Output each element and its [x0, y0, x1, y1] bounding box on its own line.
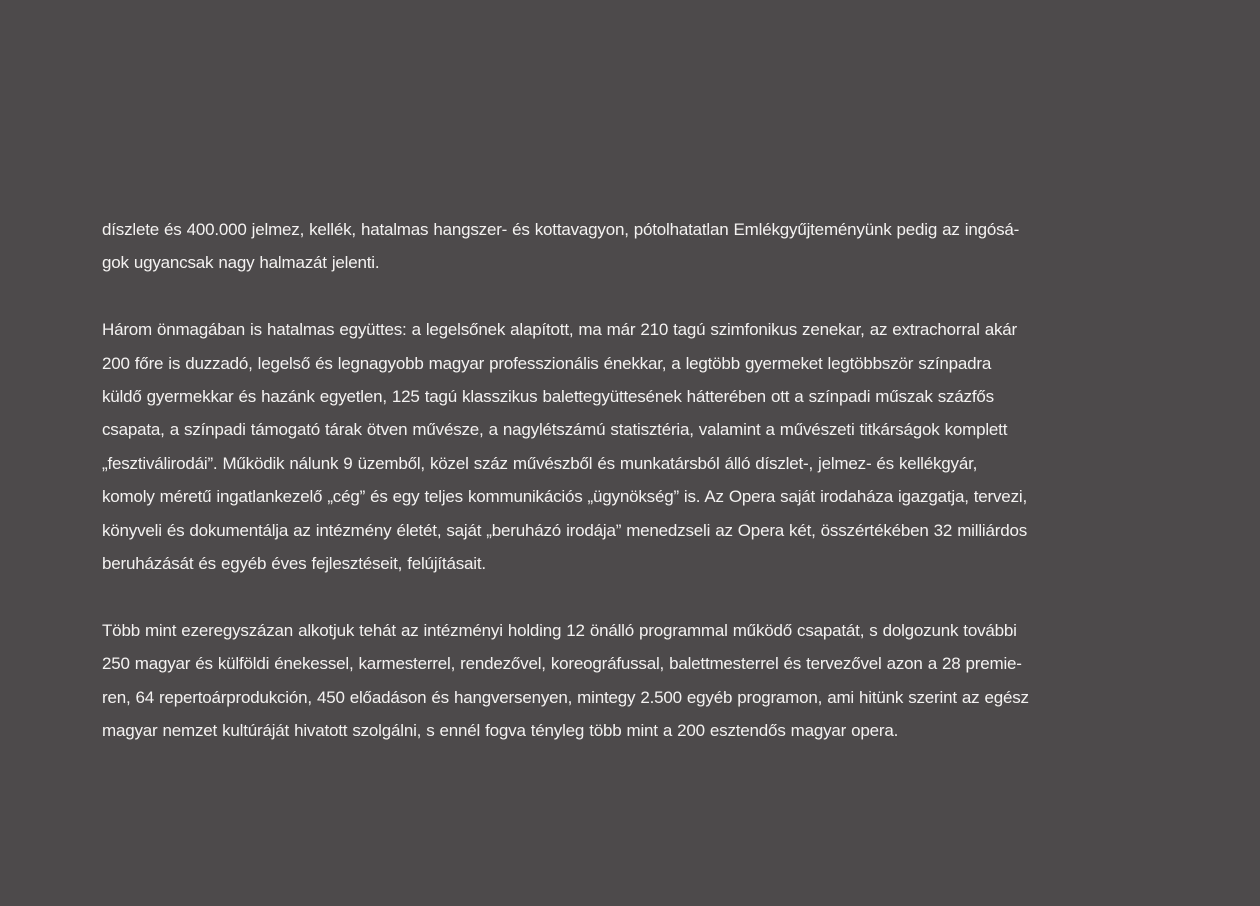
text-line: „fesztiválirodái”. Működik nálunk 9 üzemből, közel száz művészből és munkatársból álló díszlet-, jelmez- és kellékgyár, [102, 453, 978, 473]
paragraph-programs [102, 614, 1170, 748]
text-line: 250 magyar és külföldi énekessel, karmesterrel, rendezővel, koreográfussal, balettmesterrel és tervezővel azon a 28 premie- [102, 654, 1022, 674]
paragraph-spacer [102, 580, 1170, 613]
text-line: beruházását és egyéb éves fejlesztéseit, felújításait. [102, 554, 486, 574]
text-line: könyveli és dokumentálja az intézmény életét, saját „beruházó irodája” menedzseli az Opera két, összértékében 32 milliárdos [102, 520, 1027, 540]
paragraph-spacer [102, 280, 1170, 313]
document-body [102, 213, 1170, 747]
text-line: Több mint ezeregyszázan alkotjuk tehát az intézményi holding 12 önálló programmal működő csapatát, s dolgozunk további [102, 620, 1017, 640]
text-line: csapata, a színpadi támogató tárak ötven művésze, a nagylétszámú statisztéria, valamint a művészeti titkárságok komplett [102, 420, 1008, 440]
text-line: gok ugyancsak nagy halmazát jelenti. [102, 253, 380, 273]
text-line: ren, 64 repertoárprodukción, 450 előadáson és hangversenyen, mintegy 2.500 egyéb programon, ami hitünk szerint az egész [102, 687, 1029, 707]
paragraph-ensembles [102, 313, 1170, 580]
text-line: Három önmagában is hatalmas együttes: a legelsőnek alapított, ma már 210 tagú szimfonikus zenekar, az extrachorral akár [102, 320, 1017, 340]
text-line: komoly méretű ingatlankezelő „cég” és egy teljes kommunikációs „ügynökség” is. Az Opera saját irodaháza igazgatja, tervezi, [102, 487, 1027, 507]
text-line: 200 főre is duzzadó, legelső és legnagyobb magyar professzionális énekkar, a legtöbb gyermeket legtöbbször színpadra [102, 353, 992, 373]
text-line: küldő gyermekkar és hazánk egyetlen, 125 tagú klasszikus balettegyüttesének hátterében ott a színpadi műszak százfős [102, 387, 994, 407]
text-line: magyar nemzet kultúráját hivatott szolgálni, s ennél fogva tényleg több mint a 200 esztendős magyar opera. [102, 721, 899, 741]
text-line: díszlete és 400.000 jelmez, kellék, hatalmas hangszer- és kottavagyon, pótolhatatlan Emlékgyűjteményünk pedig az ingósá- [102, 220, 1020, 239]
paragraph-collection-intro [102, 213, 1170, 280]
